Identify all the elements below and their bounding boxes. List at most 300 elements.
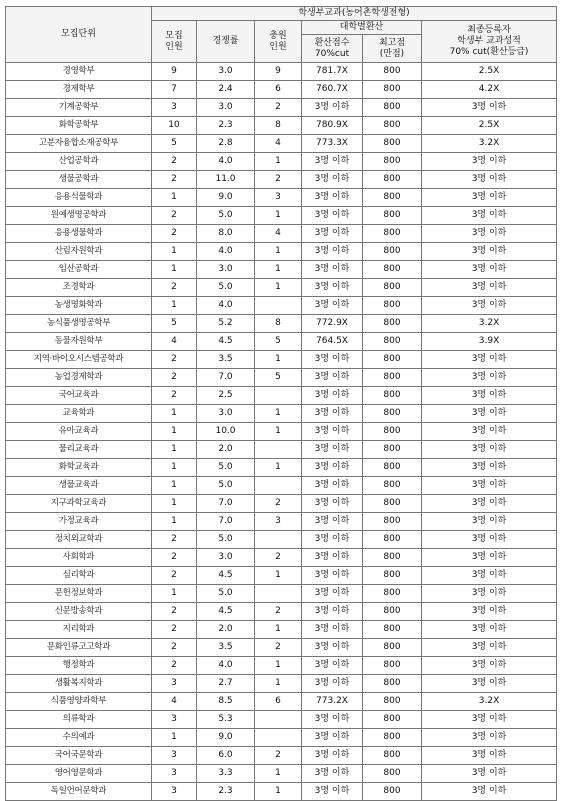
cell-unit: 국어국문학과 bbox=[6, 747, 152, 765]
cell-quota: 2 bbox=[152, 531, 197, 549]
table-row bbox=[6, 189, 557, 207]
cell-added: 3 bbox=[255, 513, 302, 531]
table-row bbox=[6, 567, 557, 585]
cell-quota: 2 bbox=[152, 369, 197, 387]
cell-max: 800 bbox=[363, 441, 422, 459]
cell-added: 5 bbox=[255, 369, 302, 387]
cell-max: 800 bbox=[363, 567, 422, 585]
cell-final: 3명 이하 bbox=[422, 603, 557, 621]
cell-unit: 정치외교학과 bbox=[6, 531, 152, 549]
header-recruitment-unit: 모집단위 bbox=[6, 7, 152, 63]
cell-score: 764.5X bbox=[302, 333, 363, 351]
header-quota-line1: 모집 bbox=[165, 30, 183, 41]
cell-unit: 영어영문학과 bbox=[6, 765, 152, 783]
cell-max: 800 bbox=[363, 675, 422, 693]
header-quota bbox=[152, 21, 197, 63]
cell-final: 3명 이하 bbox=[422, 477, 557, 495]
cell-rate: 3.0 bbox=[197, 261, 255, 279]
cell-added bbox=[255, 477, 302, 495]
header-competition-rate: 경쟁률 bbox=[197, 21, 255, 63]
cell-rate: 2.0 bbox=[197, 621, 255, 639]
cell-quota: 1 bbox=[152, 261, 197, 279]
cell-rate: 2.4 bbox=[197, 81, 255, 99]
cell-unit: 화학교육과 bbox=[6, 459, 152, 477]
cell-rate: 4.0 bbox=[197, 657, 255, 675]
cell-unit: 식품영양과학부 bbox=[6, 693, 152, 711]
cell-score: 3명 이하 bbox=[302, 603, 363, 621]
cell-rate: 5.2 bbox=[197, 315, 255, 333]
cell-rate: 8.5 bbox=[197, 693, 255, 711]
cell-rate: 7.0 bbox=[197, 513, 255, 531]
cell-max: 800 bbox=[363, 261, 422, 279]
cell-max: 800 bbox=[363, 243, 422, 261]
cell-rate: 3.0 bbox=[197, 63, 255, 81]
cell-quota: 10 bbox=[152, 117, 197, 135]
cell-rate: 5.0 bbox=[197, 477, 255, 495]
admission-table-wrapper bbox=[5, 6, 557, 801]
cell-score: 3명 이하 bbox=[302, 171, 363, 189]
cell-unit: 가정교육과 bbox=[6, 513, 152, 531]
cell-max: 800 bbox=[363, 729, 422, 747]
cell-rate: 8.0 bbox=[197, 225, 255, 243]
cell-score: 3명 이하 bbox=[302, 729, 363, 747]
cell-unit: 산업공학과 bbox=[6, 153, 152, 171]
cell-quota: 2 bbox=[152, 153, 197, 171]
cell-unit: 문헌정보학과 bbox=[6, 585, 152, 603]
cell-unit: 지역·바이오시스템공학과 bbox=[6, 351, 152, 369]
cell-final: 3명 이하 bbox=[422, 297, 557, 315]
cell-added bbox=[255, 297, 302, 315]
cell-final: 3.9X bbox=[422, 333, 557, 351]
cell-quota: 1 bbox=[152, 423, 197, 441]
cell-rate: 3.0 bbox=[197, 99, 255, 117]
header-group-title: 학생부교과(농어촌학생전형) bbox=[152, 7, 557, 21]
cell-score: 3명 이하 bbox=[302, 189, 363, 207]
cell-max: 800 bbox=[363, 531, 422, 549]
table-row bbox=[6, 63, 557, 81]
cell-final: 3명 이하 bbox=[422, 99, 557, 117]
header-final-line2: 학생부 교과성적 bbox=[457, 36, 521, 46]
cell-unit: 유아교육과 bbox=[6, 423, 152, 441]
cell-max: 800 bbox=[363, 585, 422, 603]
cell-added: 1 bbox=[255, 765, 302, 783]
cell-quota: 2 bbox=[152, 567, 197, 585]
cell-quota: 3 bbox=[152, 675, 197, 693]
cell-max: 800 bbox=[363, 387, 422, 405]
table-row bbox=[6, 729, 557, 747]
cell-unit: 물리교육과 bbox=[6, 441, 152, 459]
table-row bbox=[6, 225, 557, 243]
cell-unit: 심리학과 bbox=[6, 567, 152, 585]
table-row bbox=[6, 279, 557, 297]
cell-max: 800 bbox=[363, 315, 422, 333]
cell-quota: 1 bbox=[152, 513, 197, 531]
cell-added: 1 bbox=[255, 261, 302, 279]
cell-added bbox=[255, 585, 302, 603]
cell-rate: 7.0 bbox=[197, 369, 255, 387]
cell-added bbox=[255, 387, 302, 405]
cell-quota: 9 bbox=[152, 63, 197, 81]
cell-rate: 5.0 bbox=[197, 531, 255, 549]
cell-final: 3명 이하 bbox=[422, 729, 557, 747]
cell-score: 3명 이하 bbox=[302, 639, 363, 657]
cell-unit: 교육학과 bbox=[6, 405, 152, 423]
table-row bbox=[6, 369, 557, 387]
cell-score: 3명 이하 bbox=[302, 585, 363, 603]
table-row bbox=[6, 441, 557, 459]
cell-added: 1 bbox=[255, 459, 302, 477]
cell-rate: 4.5 bbox=[197, 603, 255, 621]
cell-added: 1 bbox=[255, 153, 302, 171]
cell-rate: 5.0 bbox=[197, 207, 255, 225]
cell-final: 3명 이하 bbox=[422, 387, 557, 405]
cell-added: 2 bbox=[255, 747, 302, 765]
table-body bbox=[6, 63, 557, 801]
cell-unit: 의류학과 bbox=[6, 711, 152, 729]
cell-added: 1 bbox=[255, 621, 302, 639]
cell-quota: 5 bbox=[152, 135, 197, 153]
cell-score: 780.9X bbox=[302, 117, 363, 135]
cell-added: 4 bbox=[255, 225, 302, 243]
table-row bbox=[6, 315, 557, 333]
cell-rate: 11.0 bbox=[197, 171, 255, 189]
cell-max: 800 bbox=[363, 783, 422, 801]
cell-quota: 2 bbox=[152, 171, 197, 189]
cell-added: 2 bbox=[255, 603, 302, 621]
cell-score: 3명 이하 bbox=[302, 513, 363, 531]
cell-added: 5 bbox=[255, 333, 302, 351]
cell-max: 800 bbox=[363, 513, 422, 531]
cell-final: 3명 이하 bbox=[422, 243, 557, 261]
cell-score: 773.2X bbox=[302, 693, 363, 711]
cell-final: 3명 이하 bbox=[422, 675, 557, 693]
cell-added: 1 bbox=[255, 279, 302, 297]
cell-final: 3명 이하 bbox=[422, 153, 557, 171]
cell-final: 3명 이하 bbox=[422, 495, 557, 513]
cell-added: 2 bbox=[255, 639, 302, 657]
cell-rate: 3.5 bbox=[197, 639, 255, 657]
cell-quota: 1 bbox=[152, 495, 197, 513]
cell-max: 800 bbox=[363, 639, 422, 657]
table-row bbox=[6, 549, 557, 567]
cell-unit: 기계공학부 bbox=[6, 99, 152, 117]
cell-rate: 10.0 bbox=[197, 423, 255, 441]
header-converted-score bbox=[302, 35, 363, 63]
cell-max: 800 bbox=[363, 117, 422, 135]
cell-added: 1 bbox=[255, 351, 302, 369]
cell-quota: 3 bbox=[152, 747, 197, 765]
cell-score: 3명 이하 bbox=[302, 279, 363, 297]
cell-unit: 산림자원학과 bbox=[6, 243, 152, 261]
cell-rate: 5.0 bbox=[197, 459, 255, 477]
cell-score: 3명 이하 bbox=[302, 675, 363, 693]
cell-score: 3명 이하 bbox=[302, 99, 363, 117]
cell-quota: 3 bbox=[152, 99, 197, 117]
cell-added: 1 bbox=[255, 423, 302, 441]
cell-max: 800 bbox=[363, 225, 422, 243]
cell-score: 760.7X bbox=[302, 81, 363, 99]
cell-added: 1 bbox=[255, 207, 302, 225]
cell-max: 800 bbox=[363, 747, 422, 765]
cell-unit: 동물자원학부 bbox=[6, 333, 152, 351]
cell-added: 2 bbox=[255, 495, 302, 513]
cell-quota: 1 bbox=[152, 441, 197, 459]
cell-added: 3 bbox=[255, 189, 302, 207]
header-max-line1: 최고점 bbox=[378, 37, 406, 48]
table-row bbox=[6, 153, 557, 171]
cell-added: 2 bbox=[255, 171, 302, 189]
table-row bbox=[6, 621, 557, 639]
cell-final: 3.2X bbox=[422, 693, 557, 711]
header-final-line3: 70% cut(환산등급) bbox=[449, 47, 529, 57]
table-row bbox=[6, 495, 557, 513]
cell-rate: 3.0 bbox=[197, 549, 255, 567]
cell-final: 3명 이하 bbox=[422, 225, 557, 243]
cell-max: 800 bbox=[363, 297, 422, 315]
admission-results-table bbox=[5, 6, 557, 801]
cell-final: 3명 이하 bbox=[422, 621, 557, 639]
header-additional-line1: 충원 bbox=[269, 30, 287, 41]
cell-added: 6 bbox=[255, 81, 302, 99]
cell-quota: 2 bbox=[152, 351, 197, 369]
cell-unit: 응용식물학과 bbox=[6, 189, 152, 207]
cell-final: 2.5X bbox=[422, 117, 557, 135]
header-max-line2: (만점) bbox=[379, 48, 405, 59]
cell-quota: 4 bbox=[152, 693, 197, 711]
cell-final: 3명 이하 bbox=[422, 639, 557, 657]
cell-unit: 지리학과 bbox=[6, 621, 152, 639]
cell-unit: 농업경제학과 bbox=[6, 369, 152, 387]
cell-final: 3명 이하 bbox=[422, 513, 557, 531]
cell-rate: 2.5 bbox=[197, 387, 255, 405]
cell-unit: 경제학부 bbox=[6, 81, 152, 99]
table-row bbox=[6, 351, 557, 369]
cell-unit: 생활복지학과 bbox=[6, 675, 152, 693]
cell-score: 3명 이하 bbox=[302, 747, 363, 765]
cell-quota: 3 bbox=[152, 783, 197, 801]
cell-rate: 3.0 bbox=[197, 405, 255, 423]
cell-score: 3명 이하 bbox=[302, 657, 363, 675]
table-row bbox=[6, 261, 557, 279]
table-row bbox=[6, 513, 557, 531]
cell-score: 3명 이하 bbox=[302, 405, 363, 423]
cell-max: 800 bbox=[363, 621, 422, 639]
cell-added bbox=[255, 729, 302, 747]
cell-quota: 2 bbox=[152, 657, 197, 675]
cell-rate: 2.3 bbox=[197, 117, 255, 135]
table-row bbox=[6, 333, 557, 351]
cell-max: 800 bbox=[363, 693, 422, 711]
header-max-score bbox=[363, 35, 422, 63]
table-row bbox=[6, 405, 557, 423]
cell-score: 3명 이하 bbox=[302, 225, 363, 243]
header-score-line1: 환산점수 bbox=[314, 37, 350, 48]
cell-max: 800 bbox=[363, 711, 422, 729]
cell-rate: 2.7 bbox=[197, 675, 255, 693]
table-row bbox=[6, 765, 557, 783]
cell-final: 3명 이하 bbox=[422, 711, 557, 729]
cell-added: 6 bbox=[255, 693, 302, 711]
cell-score: 3명 이하 bbox=[302, 549, 363, 567]
cell-added: 1 bbox=[255, 657, 302, 675]
cell-max: 800 bbox=[363, 207, 422, 225]
cell-rate: 2.8 bbox=[197, 135, 255, 153]
cell-added bbox=[255, 531, 302, 549]
cell-unit: 사회학과 bbox=[6, 549, 152, 567]
cell-final: 3명 이하 bbox=[422, 657, 557, 675]
cell-score: 772.9X bbox=[302, 315, 363, 333]
cell-final: 3명 이하 bbox=[422, 783, 557, 801]
cell-score: 773.3X bbox=[302, 135, 363, 153]
table-row bbox=[6, 585, 557, 603]
cell-quota: 1 bbox=[152, 189, 197, 207]
cell-max: 800 bbox=[363, 333, 422, 351]
cell-added: 1 bbox=[255, 567, 302, 585]
cell-rate: 2.3 bbox=[197, 783, 255, 801]
cell-unit: 농식품생명공학부 bbox=[6, 315, 152, 333]
header-final-registrant bbox=[422, 21, 557, 63]
cell-final: 3명 이하 bbox=[422, 279, 557, 297]
cell-max: 800 bbox=[363, 63, 422, 81]
cell-rate: 4.0 bbox=[197, 243, 255, 261]
table-row bbox=[6, 675, 557, 693]
cell-quota: 5 bbox=[152, 315, 197, 333]
table-row bbox=[6, 657, 557, 675]
cell-max: 800 bbox=[363, 657, 422, 675]
cell-score: 3명 이하 bbox=[302, 711, 363, 729]
table-row bbox=[6, 423, 557, 441]
cell-quota: 2 bbox=[152, 225, 197, 243]
table-row bbox=[6, 639, 557, 657]
cell-score: 3명 이하 bbox=[302, 351, 363, 369]
cell-rate: 6.0 bbox=[197, 747, 255, 765]
cell-final: 3명 이하 bbox=[422, 423, 557, 441]
cell-quota: 1 bbox=[152, 297, 197, 315]
table-row bbox=[6, 693, 557, 711]
cell-rate: 7.0 bbox=[197, 495, 255, 513]
cell-unit: 문화인류고고학과 bbox=[6, 639, 152, 657]
cell-added: 1 bbox=[255, 783, 302, 801]
cell-rate: 9.0 bbox=[197, 189, 255, 207]
cell-max: 800 bbox=[363, 423, 422, 441]
table-row bbox=[6, 243, 557, 261]
cell-max: 800 bbox=[363, 603, 422, 621]
cell-quota: 3 bbox=[152, 711, 197, 729]
cell-score: 3명 이하 bbox=[302, 243, 363, 261]
cell-max: 800 bbox=[363, 81, 422, 99]
cell-max: 800 bbox=[363, 99, 422, 117]
cell-added bbox=[255, 711, 302, 729]
header-additional bbox=[255, 21, 302, 63]
cell-final: 3명 이하 bbox=[422, 567, 557, 585]
cell-max: 800 bbox=[363, 477, 422, 495]
cell-final: 3명 이하 bbox=[422, 441, 557, 459]
cell-score: 3명 이하 bbox=[302, 459, 363, 477]
cell-unit: 고분자융합소재공학부 bbox=[6, 135, 152, 153]
cell-quota: 2 bbox=[152, 621, 197, 639]
cell-final: 3.2X bbox=[422, 135, 557, 153]
cell-quota: 2 bbox=[152, 639, 197, 657]
cell-added: 1 bbox=[255, 243, 302, 261]
cell-rate: 3.5 bbox=[197, 351, 255, 369]
table-row bbox=[6, 783, 557, 801]
cell-added: 2 bbox=[255, 99, 302, 117]
cell-added: 9 bbox=[255, 63, 302, 81]
cell-score: 3명 이하 bbox=[302, 207, 363, 225]
cell-unit: 농생명화학과 bbox=[6, 297, 152, 315]
header-quota-line2: 인원 bbox=[165, 41, 183, 52]
cell-score: 3명 이하 bbox=[302, 783, 363, 801]
cell-unit: 생물교육과 bbox=[6, 477, 152, 495]
cell-quota: 4 bbox=[152, 333, 197, 351]
cell-rate: 3.3 bbox=[197, 765, 255, 783]
cell-quota: 2 bbox=[152, 387, 197, 405]
cell-unit: 화학공학부 bbox=[6, 117, 152, 135]
table-row bbox=[6, 99, 557, 117]
cell-final: 3명 이하 bbox=[422, 171, 557, 189]
table-row bbox=[6, 117, 557, 135]
cell-final: 3명 이하 bbox=[422, 765, 557, 783]
cell-unit: 신문방송학과 bbox=[6, 603, 152, 621]
cell-added: 8 bbox=[255, 315, 302, 333]
cell-final: 3명 이하 bbox=[422, 189, 557, 207]
header-score-line2: 70%cut bbox=[314, 48, 350, 59]
table-row bbox=[6, 747, 557, 765]
cell-added: 4 bbox=[255, 135, 302, 153]
cell-unit: 독일언어문학과 bbox=[6, 783, 152, 801]
cell-max: 800 bbox=[363, 135, 422, 153]
cell-unit: 응용생물학과 bbox=[6, 225, 152, 243]
cell-score: 3명 이하 bbox=[302, 153, 363, 171]
cell-max: 800 bbox=[363, 153, 422, 171]
cell-rate: 5.0 bbox=[197, 585, 255, 603]
cell-quota: 2 bbox=[152, 549, 197, 567]
cell-final: 3명 이하 bbox=[422, 261, 557, 279]
cell-quota: 1 bbox=[152, 729, 197, 747]
cell-unit: 생물공학과 bbox=[6, 171, 152, 189]
cell-unit: 국어교육과 bbox=[6, 387, 152, 405]
cell-added: 1 bbox=[255, 405, 302, 423]
cell-max: 800 bbox=[363, 459, 422, 477]
table-row bbox=[6, 603, 557, 621]
cell-rate: 5.3 bbox=[197, 711, 255, 729]
cell-final: 2.5X bbox=[422, 63, 557, 81]
cell-score: 3명 이하 bbox=[302, 531, 363, 549]
cell-unit: 경영학부 bbox=[6, 63, 152, 81]
cell-max: 800 bbox=[363, 549, 422, 567]
cell-rate: 4.0 bbox=[197, 297, 255, 315]
cell-score: 3명 이하 bbox=[302, 441, 363, 459]
cell-final: 3명 이하 bbox=[422, 351, 557, 369]
cell-unit: 수의예과 bbox=[6, 729, 152, 747]
cell-max: 800 bbox=[363, 405, 422, 423]
cell-unit: 원예생명공학과 bbox=[6, 207, 152, 225]
table-row bbox=[6, 297, 557, 315]
cell-final: 3명 이하 bbox=[422, 405, 557, 423]
cell-quota: 2 bbox=[152, 207, 197, 225]
cell-rate: 4.0 bbox=[197, 153, 255, 171]
cell-unit: 임산공학과 bbox=[6, 261, 152, 279]
cell-score: 3명 이하 bbox=[302, 621, 363, 639]
cell-rate: 4.5 bbox=[197, 333, 255, 351]
cell-score: 3명 이하 bbox=[302, 297, 363, 315]
table-row bbox=[6, 477, 557, 495]
cell-max: 800 bbox=[363, 495, 422, 513]
table-row bbox=[6, 135, 557, 153]
cell-max: 800 bbox=[363, 189, 422, 207]
cell-quota: 1 bbox=[152, 405, 197, 423]
table-row bbox=[6, 531, 557, 549]
